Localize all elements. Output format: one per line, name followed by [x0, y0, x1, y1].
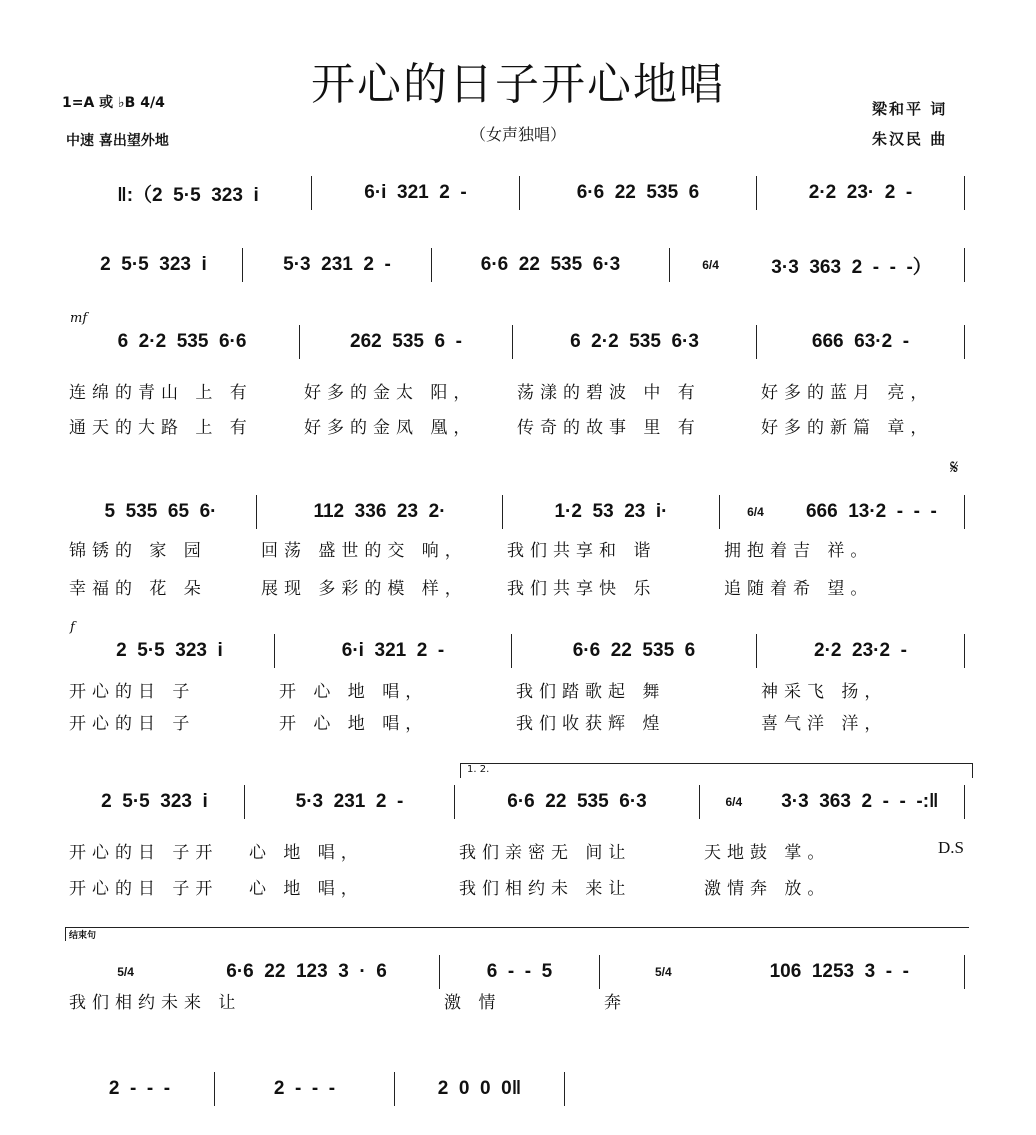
- lyric-segment: 开心的日 子开: [69, 843, 219, 863]
- measure: [65, 634, 275, 668]
- lyric-segment: 回荡 盛世的交 响，: [261, 541, 468, 561]
- lyric-segment: 好多的新篇 章，: [761, 418, 934, 438]
- lyric-segment: 心 地 唱，: [249, 843, 364, 863]
- staff-row: [65, 634, 965, 668]
- notes: 3·3 363 2 - - -）: [771, 256, 932, 278]
- measure: [65, 955, 440, 989]
- notes: 6·6 22 123 3 · 6: [226, 961, 387, 982]
- notes: 2 - - -: [273, 1078, 336, 1099]
- measure: [520, 176, 757, 210]
- staff-row: [65, 325, 965, 359]
- time-signature-change: 6/4: [702, 257, 719, 272]
- notes: 6·6 22 535 6·3: [480, 254, 621, 275]
- time-signature-change: 6/4: [725, 794, 743, 809]
- measure: [65, 1072, 215, 1106]
- lyric-segment: 奔: [604, 993, 627, 1013]
- lyric-segment: 追随着希 望。: [724, 579, 874, 599]
- lyric-segment: 天地鼓 掌。: [704, 843, 831, 863]
- notes: 262 535 6 -: [350, 331, 462, 352]
- lyric-segment: 好多的金太 阳，: [304, 383, 477, 403]
- lyric-segment: 连绵的青山 上 有: [69, 383, 253, 403]
- lyric-segment: 开 心 地 唱，: [279, 682, 429, 702]
- measure: [245, 785, 455, 819]
- ending-bracket: 结束句: [65, 927, 969, 941]
- staff-row: [65, 1072, 565, 1106]
- notes: ‖:（2 5·5 323 i: [117, 184, 259, 206]
- measure: [312, 176, 520, 210]
- measure: [65, 176, 312, 210]
- notes: 2 5·5 323 i: [100, 254, 207, 275]
- lyric-segment: 开 心 地 唱，: [279, 714, 429, 734]
- time-signature-change: 5/4: [117, 964, 134, 979]
- notes: 666 63·2 -: [811, 331, 910, 352]
- measure: [275, 634, 512, 668]
- measure: [512, 634, 757, 668]
- lyrics-line: [65, 988, 965, 1013]
- lyrics-line: [65, 536, 965, 561]
- notes: 6·6 22 535 6·3: [507, 791, 647, 812]
- notes: 6 2·2 535 6·3: [570, 331, 699, 352]
- lyrics-line: [65, 709, 965, 734]
- lyric-segment: 激情奔 放。: [704, 879, 831, 899]
- notes: 2 5·5 323 i: [116, 640, 223, 661]
- lyric-segment: 我们共享快 乐: [507, 579, 657, 599]
- notes: 112 336 23 2·: [313, 501, 446, 522]
- notes: 6·6 22 535 6: [576, 182, 700, 203]
- staff-row: [65, 955, 965, 989]
- notes: 6·i 321 2 -: [341, 640, 445, 661]
- notes: 5·3 231 2 -: [283, 254, 391, 275]
- lyric-segment: 我们共享和 谐: [507, 541, 657, 561]
- notes: 2·2 23·2 -: [814, 640, 907, 661]
- notes: 2 0 0 0‖: [437, 1078, 522, 1099]
- dynamic-marking: mf: [70, 311, 88, 326]
- measure: [395, 1072, 565, 1106]
- key: 1=A 或 ♭B: [62, 95, 136, 111]
- lyrics-line: [65, 838, 965, 863]
- notes: 6·6 22 535 6: [572, 640, 696, 661]
- lyric-segment: 幸福的 花 朵: [69, 579, 207, 599]
- key-signature: [62, 92, 165, 112]
- notes: 106 1253 3 - -: [769, 961, 910, 982]
- notes: 5·3 231 2 -: [295, 791, 404, 812]
- measure: [513, 325, 757, 359]
- staff-row: [65, 495, 965, 529]
- lyric-segment: 开心的日 子开: [69, 879, 219, 899]
- measure: [215, 1072, 395, 1106]
- measure: [600, 955, 965, 989]
- lyric-segment: 我们相约未 来让: [459, 879, 632, 899]
- measure: [503, 495, 720, 529]
- notes: 5 535 65 6·: [104, 501, 217, 522]
- measure: [757, 176, 965, 210]
- lyric-segment: 好多的金凤 凰，: [304, 418, 477, 438]
- measure: [300, 325, 513, 359]
- staff-row: [65, 176, 965, 210]
- lyric-segment: 我们收获辉 煌: [516, 714, 666, 734]
- lyric-segment: 传奇的故事 里 有: [517, 418, 701, 438]
- measure: [65, 785, 245, 819]
- lyric-segment: 拥抱着吉 祥。: [724, 541, 874, 561]
- lyric-segment: 展现 多彩的模 样，: [261, 579, 468, 599]
- measure: [65, 325, 300, 359]
- measure: [432, 248, 670, 282]
- lyrics-line: [65, 874, 965, 899]
- lyrics-line: [65, 677, 965, 702]
- performance-note: （女声独唱）: [469, 125, 566, 144]
- notes: 2 5·5 323 i: [101, 791, 208, 812]
- notes: 666 13·2 - - -: [805, 501, 937, 522]
- lyrics-line: [65, 413, 965, 438]
- notes: 2 - - -: [108, 1078, 171, 1099]
- lyricist: 梁和平 词: [872, 100, 948, 118]
- time-signature-change: 5/4: [654, 964, 672, 979]
- notes: 2·2 23· 2 -: [808, 182, 913, 203]
- dal-segno: D.S: [938, 838, 964, 857]
- lyrics-line: [65, 574, 965, 599]
- lyric-segment: 开心的日 子: [69, 714, 196, 734]
- notes: 6·i 321 2 -: [364, 182, 467, 203]
- composer: 朱汉民 曲: [872, 130, 948, 148]
- notes: 6 2·2 535 6·6: [117, 331, 247, 352]
- measure: [65, 495, 257, 529]
- time-signature: 4/4: [140, 95, 165, 111]
- lyric-segment: 心 地 唱，: [249, 879, 364, 899]
- staff-row: [65, 785, 965, 819]
- lyric-segment: 激 情: [444, 993, 502, 1013]
- measure: [455, 785, 700, 819]
- lyric-segment: 好多的蓝月 亮，: [761, 383, 934, 403]
- measure: [757, 634, 965, 668]
- song-title: 开心的日子开心地唱: [311, 59, 725, 110]
- volta-bracket: 1. 2.: [460, 763, 973, 778]
- measure: [757, 325, 965, 359]
- measure: [65, 248, 243, 282]
- lyrics-line: [65, 378, 965, 403]
- lyric-segment: 喜气洋 洋，: [761, 714, 888, 734]
- tempo-marking: 中速 喜出望外地: [66, 133, 169, 149]
- measure: [440, 955, 600, 989]
- notes: 1·2 53 23 i·: [554, 501, 668, 522]
- measure: [720, 495, 965, 529]
- measure: [243, 248, 432, 282]
- lyric-segment: 神采飞 扬，: [761, 682, 888, 702]
- lyric-segment: 荡漾的碧波 中 有: [517, 383, 701, 403]
- lyric-segment: 我们亲密无 间让: [459, 843, 632, 863]
- measure: [700, 785, 965, 819]
- dynamic-marking: f: [70, 620, 75, 635]
- measure: [257, 495, 503, 529]
- lyric-segment: 我们相约未来 让: [69, 993, 242, 1013]
- staff-row: [65, 248, 965, 282]
- lyric-segment: 开心的日 子: [69, 682, 196, 702]
- lyric-segment: 锦锈的 家 园: [69, 541, 207, 561]
- lyric-segment: 我们踏歌起 舞: [516, 682, 666, 702]
- notes: 3·3 363 2 - - -:‖: [781, 791, 939, 812]
- segno-sign: 𝄋: [950, 455, 959, 479]
- time-signature-change: 6/4: [747, 504, 764, 519]
- lyric-segment: 通天的大路 上 有: [69, 418, 253, 438]
- notes: 6 - - 5: [486, 961, 553, 982]
- measure: [670, 248, 965, 282]
